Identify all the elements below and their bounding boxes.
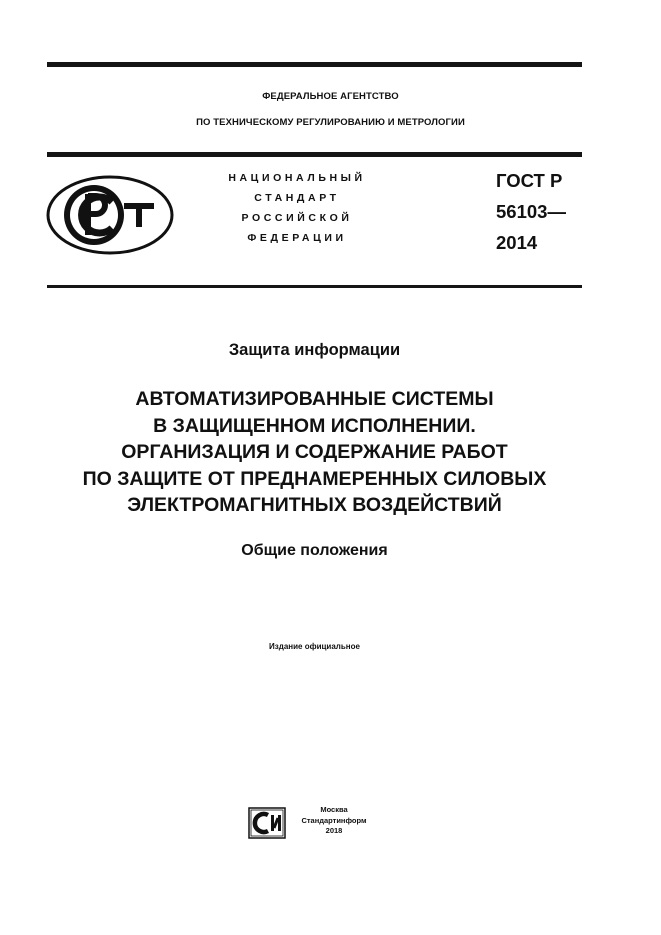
gost-number-line-1: ГОСТ Р	[496, 170, 563, 191]
gost-number-line-3: 2014	[496, 232, 538, 253]
publisher-info	[292, 805, 376, 837]
title-line: ЭЛЕКТРОМАГНИТНЫХ ВОЗДЕЙСТВИЙ	[127, 494, 502, 516]
national-line-4: ФЕДЕРАЦИИ	[247, 232, 347, 244]
document-title	[0, 386, 629, 519]
title-line: АВТОМАТИЗИРОВАННЫЕ СИСТЕМЫ	[135, 388, 494, 410]
publisher-city: Москва	[320, 805, 348, 814]
gost-r-logo-icon	[46, 175, 174, 255]
general-provisions: Общие положения	[241, 542, 388, 559]
publisher-name: Стандартинформ	[301, 815, 367, 825]
agency-name-line-1: ФЕДЕРАЛЬНОЕ АГЕНТСТВО	[262, 91, 399, 102]
edition-label: Издание официальное	[269, 642, 360, 651]
top-rule	[47, 62, 582, 67]
middle-rule	[47, 152, 582, 157]
subject-heading: Защита информации	[228, 341, 401, 359]
national-line-1: НАЦИОНАЛЬНЫЙ	[228, 172, 366, 184]
publisher-year: 2018	[325, 826, 343, 835]
bottom-rule	[47, 285, 582, 288]
title-line: В ЗАЩИЩЕННОМ ИСПОЛНЕНИИ.	[153, 414, 476, 437]
standartinform-logo-icon	[248, 807, 286, 839]
national-line-3: РОССИЙСКОЙ	[241, 212, 353, 224]
title-line: ПО ЗАЩИТЕ ОТ ПРЕДНАМЕРЕННЫХ СИЛОВЫХ	[82, 467, 547, 490]
agency-name-line-2: ПО ТЕХНИЧЕСКОМУ РЕГУЛИРОВАНИЮ И МЕТРОЛОГИИ	[196, 117, 465, 128]
title-line: ОРГАНИЗАЦИЯ И СОДЕРЖАНИЕ РАБОТ	[121, 441, 508, 463]
national-line-2: СТАНДАРТ	[254, 192, 340, 204]
gost-number-line-2: 56103—	[496, 201, 566, 222]
